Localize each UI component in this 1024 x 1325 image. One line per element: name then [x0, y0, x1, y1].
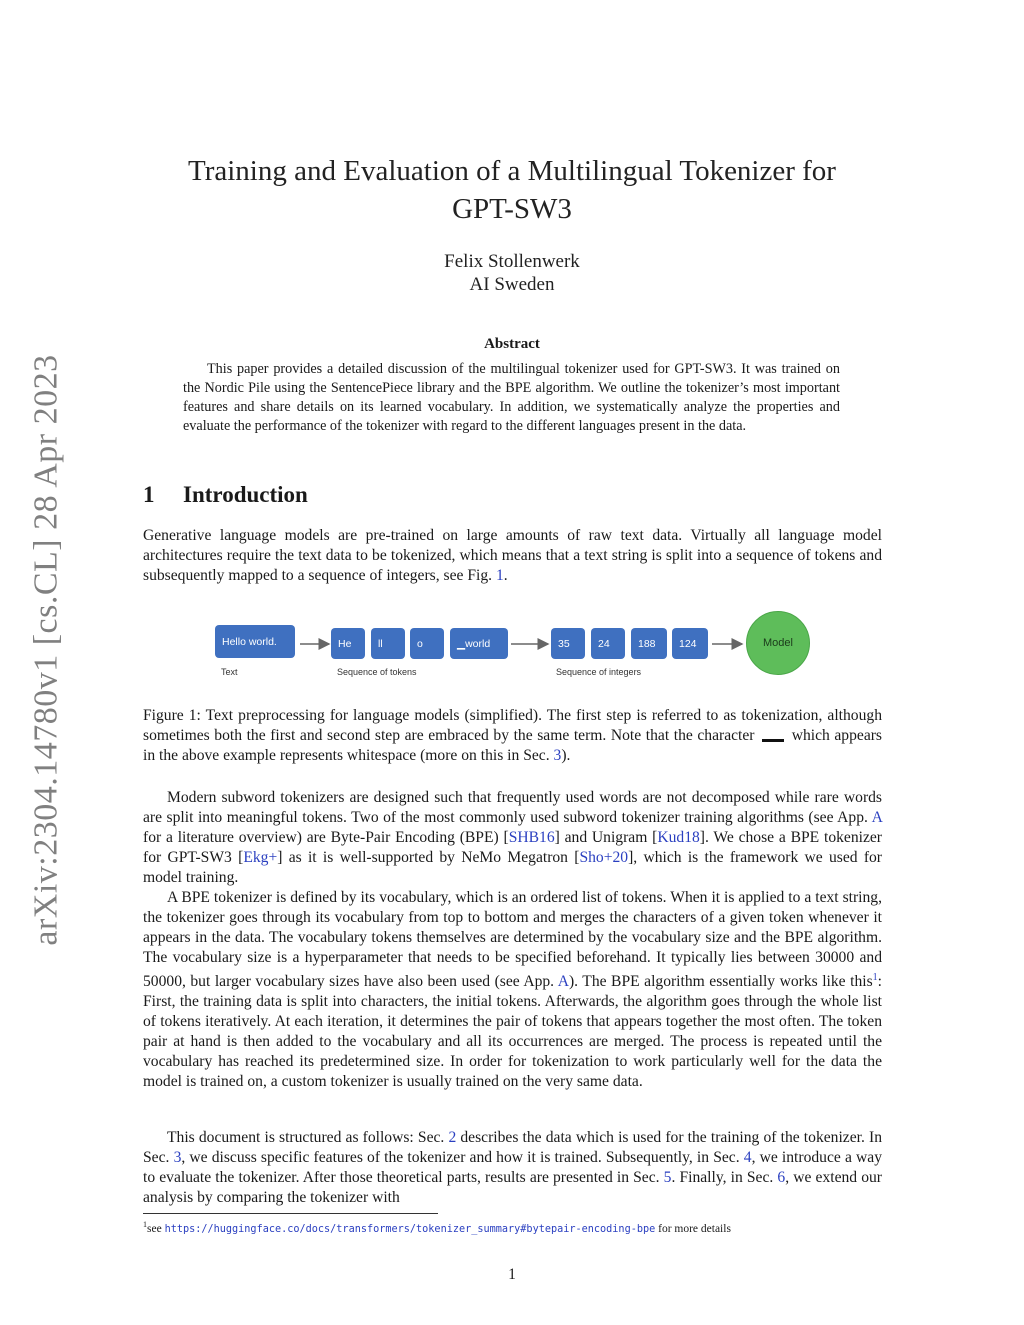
figure-1-arrows	[205, 608, 825, 688]
figure-1-diagram	[205, 608, 825, 688]
integer-box: 24	[591, 628, 625, 659]
section-ref-link[interactable]: 6	[777, 1169, 786, 1186]
section-ref-link[interactable]: 2	[448, 1129, 457, 1146]
label-text: Text	[221, 667, 238, 677]
author-affiliation: AI Sweden	[469, 274, 555, 295]
figure-1-caption: Figure 1: Text preprocessing for language models (simplified). The first step is referred to as tokenization, although sometimes both the first and second step are embraced by the same term. Note that the character which appears in the above example represents whitespace (more on this in Sec. 3).	[143, 707, 882, 764]
text-box-hello-world: Hello world.	[215, 625, 295, 658]
integer-box: 188	[631, 628, 667, 659]
section-ref-link[interactable]: 5	[663, 1169, 672, 1186]
appendix-ref-link[interactable]: A	[871, 809, 882, 826]
token-box: ll	[371, 628, 405, 659]
page-number: 1	[508, 1266, 516, 1283]
author-name: Felix Stollenwerk	[444, 251, 580, 272]
appendix-ref-link[interactable]: A	[557, 973, 569, 991]
footnote-number: 1	[143, 1220, 147, 1229]
section-heading-introduction	[143, 482, 308, 508]
section-title: Introduction	[183, 482, 308, 507]
abstract-body: This paper provides a detailed discussion of the multilingual tokenizer used for GPT-SW3. It was trained on the Nordic Pile using the SentencePiece library and the BPE algorithm. We outline the tokenizer’s most important features and share details on its learned vocabulary. In addition, we systematically analyze the properties and evaluate the performance of the tokenizer with regard to the different languages present in the data.	[183, 361, 840, 434]
token-box: ▁world	[450, 628, 508, 659]
abstract-heading: Abstract	[484, 336, 540, 352]
title-line-2: GPT-SW3	[452, 193, 572, 225]
section-number: 1	[143, 482, 155, 507]
arxiv-identifier-stamp	[12, 354, 82, 946]
section-ref-link[interactable]: 3	[553, 747, 562, 764]
intro-paragraph-2: Modern subword tokenizers are designed such that frequently used words are not decomposed while rare words are split into meaningful tokens. Two of the most commonly used subword tokenizer training algorithms (see App. A for a literature overview) are Byte-Pair Encoding (BPE) [SHB16] and Unigram [Kud18]. We chose a BPE tokenizer for GPT-SW3 [Ekg+] as it is well-supported by NeMo Megatron [Sho+20], which is the framework we used for model training.	[143, 789, 882, 886]
token-box: o	[410, 628, 444, 659]
intro-paragraph-3: A BPE tokenizer is defined by its vocabulary, which is an ordered list of tokens. When it is applied to a text string, the tokenizer goes through its vocabulary from top to bottom and merges the characters of a given token whenever it appears in the data. The vocabulary tokens themselves are determined by the vocabulary size and the BPE algorithm. The vocabulary size is a hyperparameter that needs to be specified beforehand. It typically lies between 30000 and 50000, but larger vocabulary sizes have also been used (see App. A). The BPE algorithm essentially works like this$^1$: First, the training data is split into characters, the initial tokens. Afterwards, the algorithm goes through the whole list of tokens iteratively. At each iteration, it determines the pair of tokens that appears together the most often. The token pair at hand is then added to the vocabulary and all its occurrences are merged. The process is repeated until the vocabulary has reached its predetermined size. In order for tokenization to work particularly well for the data the model is trained on, a custom tokenizer is usually trained on the very same data.	[143, 889, 882, 1091]
section-ref-link[interactable]: 4	[743, 1149, 752, 1166]
integer-box: 35	[551, 628, 585, 659]
intro-paragraph-1: Generative language models are pre-trained on large amounts of raw text data. Virtually all language model architectures require the text data to be tokenized, which means that a text string is split into a sequence of tokens and subsequently mapped to a sequence of integers, see Fig. 1.	[143, 527, 882, 584]
footnote-mark-link[interactable]: 1	[872, 972, 878, 983]
model-circle: Model	[746, 611, 810, 675]
whitespace-glyph-icon	[762, 739, 784, 742]
integer-box: 124	[672, 628, 708, 659]
footnote-1: $^1$see https://huggingface.co/docs/transformers/tokenizer_summary#bytepair-encoding-bpe for more details	[143, 1220, 731, 1235]
footnote-url-link[interactable]: https://huggingface.co/docs/transformers/tokenizer_summary#bytepair-encoding-bpe	[164, 1223, 656, 1235]
citation-link[interactable]: SHB16	[508, 829, 555, 846]
title-line-1: Training and Evaluation of a Multilingual Tokenizer for	[188, 155, 836, 187]
citation-link[interactable]: Sho+20	[579, 849, 629, 866]
label-sequence-of-tokens: Sequence of tokens	[337, 667, 417, 677]
footnote-divider	[143, 1213, 438, 1214]
citation-link[interactable]: Kud18	[657, 829, 700, 846]
token-box: He	[331, 628, 365, 659]
label-sequence-of-integers: Sequence of integers	[556, 667, 642, 677]
figure-ref-link[interactable]: 1	[495, 567, 504, 584]
section-ref-link[interactable]: 3	[173, 1149, 182, 1166]
intro-paragraph-4: This document is structured as follows: Sec. 2 describes the data which is used for the training of the tokenizer. In Sec. 3, we discuss specific features of the tokenizer and how it is trained. Subsequently, in Sec. 4, we introduce a way to evaluate the tokenizer. After those theoretical parts, results are presented in Sec. 5. Finally, in Sec. 6, we extend our analysis by comparing the tokenizer with	[143, 1129, 883, 1206]
arxiv-identifier-text: arXiv:2304.14780v1 [cs.CL] 28 Apr 2023	[28, 354, 65, 946]
paper-title	[120, 152, 904, 228]
citation-link[interactable]: Ekg+	[243, 849, 278, 866]
